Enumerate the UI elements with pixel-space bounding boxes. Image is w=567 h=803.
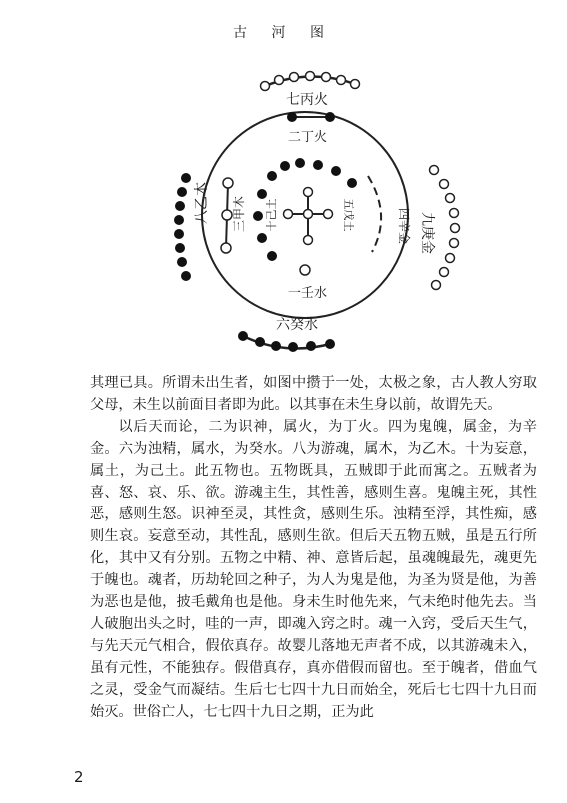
body-text (90, 373, 537, 724)
top-inner-dots (287, 112, 335, 122)
label-left-outer: 八乙木 (194, 182, 210, 224)
label-center-left: 十己土 (265, 198, 278, 232)
label-bottom-inner: 一壬水 (288, 286, 328, 301)
bottom-outer-dots (238, 331, 335, 352)
page-title: 古 河 图 (233, 25, 334, 41)
bottom-inner-dot (300, 265, 310, 275)
left-outer-dots (174, 173, 191, 281)
label-top-outer: 七丙火 (286, 92, 328, 108)
label-left-inner: 三甲木 (232, 195, 246, 233)
label-center-right: 五戊土 (342, 198, 355, 232)
top-outer-dots (261, 72, 360, 91)
page-number: 2 (74, 768, 84, 786)
label-right-outer: 九庚金 (419, 212, 435, 254)
dashed-arc (368, 176, 381, 252)
label-bottom-outer: 六癸水 (276, 317, 318, 333)
label-right-inner: 四辛金 (397, 207, 411, 245)
paragraph-1: 其理已具。所谓未出生者，如图中攒于一处，太极之象，古人教人穷取父母，未生以前面目者即为此。以其事在未生身以前，故谓先天。 (90, 375, 537, 413)
label-top-inner: 二丁火 (288, 130, 328, 145)
center-cross (284, 188, 333, 245)
hetu-diagram (0, 0, 567, 370)
paragraph-2: 以后天而论，二为识神，属火，为丁火。四为鬼魄，属金，为辛金。六为浊精，属水，为癸水。八为游魂，属木，为乙木。十为妄意，属土，为己土。此五物也。五物既具，五贼即于此而寓之。五贼者为喜、怒、哀、乐、欲。游魂主生，其性善，感则生喜。鬼魄主死，其性恶，感则生怒。识神至灵，其性贪，感则生乐。浊精至浮，其性痴，感则生哀。妄意至动，其性乱，感则生欲。但后天五物五贼，虽是五行所化，其中又有分别。五物之中精、神、意皆后起，虽魂魄最先，魂更先于魄也。魂者，历劫轮回之种子，为人为鬼是他，为圣为贤是他，为善为恶也是他，披毛戴角也是他。身未生时他先来，气未绝时他先去。当人破胞出头之时，哇的一声，即魂入窍之时。魂一入窍，受后天生气，与先天元气相合，假依真存。故婴儿落地无声者不成，以其游魂未入，虽有元性，不能独存。假借真存，真亦借假而留也。至于魄者，借血气之灵，受金气而凝结。生后七七四十九日而始全，死后七七四十九日而始灭。世俗亡人，七七四十九日之期，正为此 (90, 418, 537, 720)
